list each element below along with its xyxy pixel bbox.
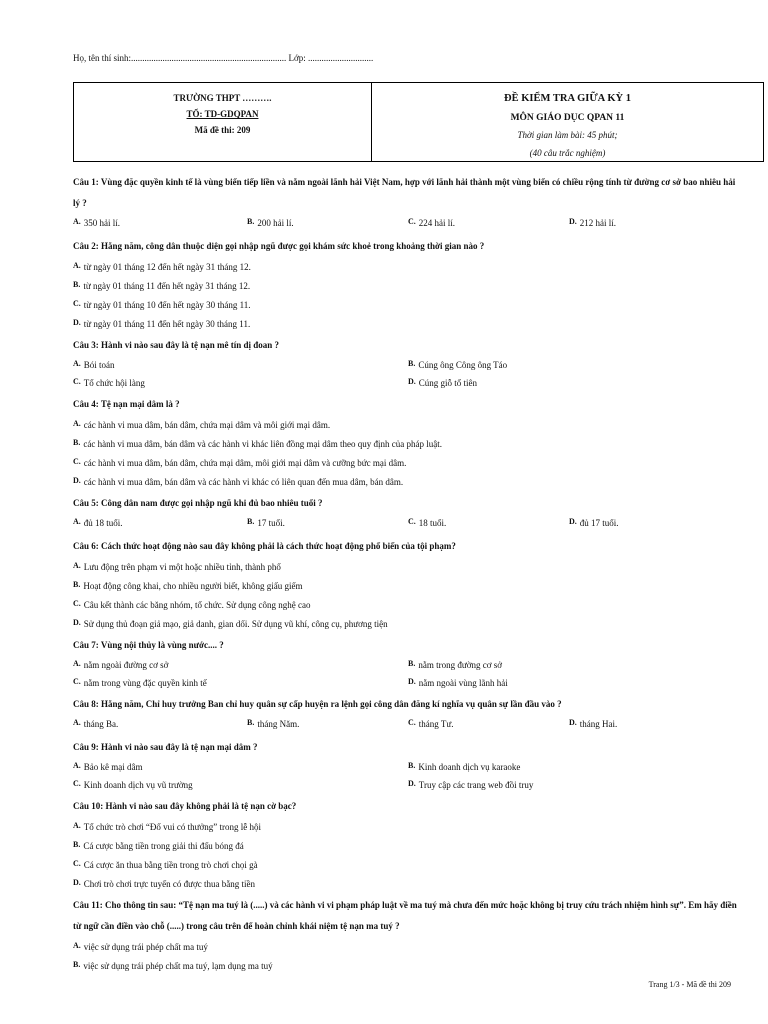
option-letter: C. <box>73 677 81 686</box>
answer-options <box>73 415 737 491</box>
answer-options <box>73 557 737 633</box>
option-letter: B. <box>247 217 255 226</box>
question-10 <box>73 796 737 893</box>
question-text <box>73 737 737 758</box>
option-letter: A. <box>73 261 81 270</box>
answer-option[interactable] <box>247 517 285 528</box>
answer-option[interactable] <box>73 614 737 633</box>
question-text <box>73 895 737 937</box>
answer-option[interactable] <box>408 217 455 228</box>
question-body: Cách thức hoạt động nào sau đây không phải là cách thức hoạt động phổ biến của tội phạm? <box>101 541 456 551</box>
answer-options <box>73 937 737 975</box>
department-name: TỔ: TD-GDQPAN <box>186 109 259 119</box>
option-letter: C. <box>73 457 81 466</box>
option-text: Truy cập các trang web đồi truy <box>418 780 534 790</box>
answer-option[interactable] <box>408 779 533 790</box>
option-letter: B. <box>408 359 416 368</box>
option-letter: C. <box>408 718 416 727</box>
exam-duration: Thời gian làm bài: 45 phút; <box>517 130 618 140</box>
answer-option[interactable] <box>73 937 737 956</box>
option-text: Bói toán <box>83 360 115 370</box>
option-letter: B. <box>73 960 81 969</box>
option-letter: B. <box>73 438 81 447</box>
question-text <box>73 796 737 817</box>
option-text: 17 tuổi. <box>257 518 285 528</box>
question-text <box>73 394 737 415</box>
question-list <box>73 170 737 975</box>
question-5 <box>73 493 737 534</box>
answer-option[interactable] <box>73 817 737 836</box>
question-8 <box>73 694 737 735</box>
option-text: Tổ chức trò chơi “Đố vui có thưởng” trong lễ hội <box>83 822 262 832</box>
option-text: nằm trong đường cơ sở <box>418 660 502 670</box>
question-label: Câu 8: <box>73 699 99 709</box>
option-letter: A. <box>73 941 81 950</box>
answer-option[interactable] <box>408 677 508 688</box>
answer-option[interactable] <box>73 761 143 772</box>
answer-option[interactable] <box>408 718 454 729</box>
answer-option[interactable] <box>73 779 193 790</box>
answer-options <box>73 214 737 234</box>
answer-option[interactable] <box>73 453 737 472</box>
option-letter: A. <box>73 761 81 770</box>
option-letter: B. <box>73 580 81 589</box>
option-text: 200 hải lí. <box>257 218 294 228</box>
page-footer: Trang 1/3 - Mã đề thi 209 <box>648 980 731 989</box>
option-text: Cá cược bằng tiền trong giải thi đấu bóng đá <box>83 841 244 851</box>
option-letter: C. <box>408 517 416 526</box>
answer-options <box>73 758 737 794</box>
option-letter: A. <box>73 517 81 526</box>
option-text: Hoạt động công khai, cho nhiều người biết, không giấu giếm <box>83 581 303 591</box>
question-text <box>73 694 737 715</box>
option-letter: A. <box>73 359 81 368</box>
answer-options <box>73 356 737 392</box>
question-body: Công dân nam được gọi nhập ngũ khi đủ bao nhiêu tuổi ? <box>101 498 323 508</box>
option-text: tháng Tư. <box>418 719 454 729</box>
option-letter: A. <box>73 718 81 727</box>
answer-option[interactable] <box>73 855 737 874</box>
question-label: Câu 6: <box>73 541 99 551</box>
exam-header-box <box>73 82 764 162</box>
option-text: tháng Năm. <box>257 719 300 729</box>
answer-option[interactable] <box>73 276 737 295</box>
option-text: tháng Hai. <box>579 719 618 729</box>
option-text: từ ngày 01 tháng 10 đến hết ngày 30 tháng 11. <box>83 300 251 310</box>
option-letter: D. <box>408 779 416 788</box>
answer-option[interactable] <box>569 718 617 729</box>
exam-title: ĐỀ KIỂM TRA GIỮA KỲ 1 <box>504 93 631 104</box>
question-4 <box>73 394 737 491</box>
option-text: từ ngày 01 tháng 11 đến hết ngày 30 tháng 11. <box>83 319 251 329</box>
option-text: các hành vi mua dâm, bán dâm, chứa mại dâm, môi giới mại dâm và cưỡng bức mại dâm. <box>83 458 407 468</box>
answer-options <box>73 715 737 735</box>
option-text: 224 hải lí. <box>418 218 456 228</box>
option-text: tháng Ba. <box>83 719 119 729</box>
answer-options <box>73 514 737 534</box>
exam-info <box>372 83 763 161</box>
question-text <box>73 172 737 214</box>
question-7 <box>73 635 737 692</box>
option-text: từ ngày 01 tháng 12 đến hết ngày 31 tháng 12. <box>83 262 251 272</box>
question-count: (40 câu trắc nghiệm) <box>529 148 606 158</box>
option-text: đủ 18 tuổi. <box>83 518 123 528</box>
answer-option[interactable] <box>73 595 737 614</box>
answer-options <box>73 257 737 333</box>
option-text: Kinh doanh dịch vụ karaoke <box>418 762 521 772</box>
option-letter: B. <box>408 659 416 668</box>
question-3 <box>73 335 737 392</box>
subject-name: MÔN GIÁO DỤC QPAN 11 <box>510 113 625 123</box>
answer-option[interactable] <box>73 359 115 370</box>
question-body: Hành vi nào sau đây là tệ nạn mê tín dị đoan ? <box>101 340 280 350</box>
option-letter: B. <box>73 840 81 849</box>
question-label: Câu 5: <box>73 498 99 508</box>
option-text: các hành vi mua dâm, bán dâm và các hành vi khác liên đồng mại dâm theo quy định của pháp luật. <box>83 439 442 449</box>
question-body: Hằng năm, công dân thuộc diện gọi nhập ngũ được gọi khám sức khoẻ trong khoảng thời gian nào ? <box>101 241 485 251</box>
option-text: 212 hải lí. <box>579 218 617 228</box>
option-text: Sử dụng thủ đoạn giả mạo, giả danh, gian dối. Sử dụng vũ khí, công cụ, phương tiện <box>83 619 388 629</box>
option-text: Câu kết thành các băng nhóm, tổ chức. Sử dụng công nghệ cao <box>83 600 311 610</box>
answer-option[interactable] <box>73 956 737 975</box>
option-letter: C. <box>73 779 81 788</box>
option-text: nằm ngoài đường cơ sở <box>83 660 169 670</box>
option-text: 18 tuổi. <box>418 518 447 528</box>
option-text: việc sử dụng trái phép chất ma tuý <box>83 942 208 952</box>
option-letter: D. <box>569 217 577 226</box>
question-body: Vùng nội thủy là vùng nước.... ? <box>100 640 224 650</box>
answer-option[interactable] <box>73 677 207 688</box>
question-body: Tệ nạn mại dâm là ? <box>100 399 180 409</box>
question-label: Câu 7: <box>73 640 99 650</box>
question-body: Hành vi nào sau đây không phải là tệ nạn cờ bạc? <box>105 801 297 811</box>
option-text: các hành vi mua dâm, bán dâm và các hành vi khác có liên quan đến mua dâm, bán dâm. <box>83 477 404 487</box>
answer-option[interactable] <box>73 659 168 670</box>
option-text: 350 hải lí. <box>83 218 121 228</box>
option-letter: D. <box>73 476 81 485</box>
answer-option[interactable] <box>73 434 737 453</box>
option-letter: D. <box>408 677 416 686</box>
question-1 <box>73 172 737 234</box>
question-body: Vùng đặc quyền kinh tế là vùng biển tiếp liền và nằm ngoài lãnh hải Việt Nam, hợp với lãnh hải thành một vùng biển có chiều rộng tính từ đường cơ sở bao nhiêu hải lý ? <box>73 177 736 208</box>
option-text: việc sử dụng trái phép chất ma tuý, lạm dụng ma tuý <box>83 961 273 971</box>
option-letter: C. <box>73 299 81 308</box>
option-letter: B. <box>247 718 255 727</box>
question-6 <box>73 536 737 633</box>
option-letter: D. <box>73 318 81 327</box>
question-body: Hằng năm, Chỉ huy trưởng Ban chỉ huy quân sự cấp huyện ra lệnh gọi công dân đăng kí nghĩa vụ quân sự lần đầu vào ? <box>101 699 562 709</box>
exam-code: Mã đề thi: 209 <box>194 125 251 135</box>
answer-option[interactable] <box>73 836 737 855</box>
answer-option[interactable] <box>408 377 477 388</box>
answer-option[interactable] <box>73 314 737 333</box>
school-info <box>74 83 372 161</box>
question-text <box>73 635 737 656</box>
answer-option[interactable] <box>73 874 737 893</box>
answer-option[interactable] <box>408 659 502 670</box>
option-letter: D. <box>569 517 577 526</box>
option-text: Cúng giỗ tổ tiên <box>418 378 478 388</box>
option-text: nằm ngoài vùng lãnh hải <box>418 678 508 688</box>
option-text: các hành vi mua dâm, bán dâm, chứa mại dâm và môi giới mại dâm. <box>83 420 331 430</box>
question-label: Câu 4: <box>73 399 99 409</box>
question-label: Câu 9: <box>73 742 99 752</box>
answer-option[interactable] <box>247 217 294 228</box>
answer-option[interactable] <box>408 359 507 370</box>
option-letter: C. <box>408 217 416 226</box>
option-letter: D. <box>408 377 416 386</box>
option-letter: D. <box>73 878 81 887</box>
question-label: Câu 11: <box>73 900 103 910</box>
answer-option[interactable] <box>73 517 123 528</box>
student-info-line: Họ, tên thí sinh:..................................................................... Lớp: ............................. <box>73 53 374 63</box>
option-letter: A. <box>73 659 81 668</box>
option-text: nằm trong vùng đặc quyền kinh tế <box>83 678 207 688</box>
question-label: Câu 3: <box>73 340 99 350</box>
option-letter: C. <box>73 599 81 608</box>
option-text: Cúng ông Công ông Táo <box>418 360 508 370</box>
question-body: Hành vi nào sau đây là tệ nạn mại dâm ? <box>101 742 258 752</box>
option-text: đủ 17 tuổi. <box>579 518 619 528</box>
question-body: Cho thông tin sau: “Tệ nạn ma tuý là (.....) và các hành vi vi phạm pháp luật về ma tuý mà chưa đến mức hoặc không bị truy cứu trách nhiệm hình sự”. Em hãy điền từ ngữ cần điền vào chỗ (.....) trong câu trên để hoàn chỉnh khái niệm tệ nạn ma tuý ? <box>73 900 737 931</box>
option-letter: A. <box>73 561 81 570</box>
answer-option[interactable] <box>73 472 737 491</box>
answer-option[interactable] <box>73 576 737 595</box>
question-text <box>73 236 737 257</box>
question-label: Câu 1: <box>73 177 99 187</box>
question-label: Câu 10: <box>73 801 104 811</box>
option-text: Lưu động trên phạm vi một hoặc nhiều tỉnh, thành phố <box>83 562 281 572</box>
answer-options <box>73 656 737 692</box>
answer-option[interactable] <box>73 415 737 434</box>
option-text: từ ngày 01 tháng 11 đến hết ngày 31 tháng 12. <box>83 281 251 291</box>
answer-option[interactable] <box>569 217 616 228</box>
option-letter: B. <box>408 761 416 770</box>
question-9 <box>73 737 737 794</box>
answer-option[interactable] <box>73 377 145 388</box>
answer-option[interactable] <box>73 217 120 228</box>
option-text: Kinh doanh dịch vụ vũ trường <box>83 780 193 790</box>
option-letter: D. <box>73 618 81 627</box>
question-text <box>73 493 737 514</box>
option-text: Chơi trò chơi trực tuyến có được thua bằng tiền <box>83 879 256 889</box>
option-letter: B. <box>247 517 255 526</box>
answer-option[interactable] <box>569 517 619 528</box>
question-text <box>73 536 737 557</box>
answer-option[interactable] <box>247 718 299 729</box>
question-2 <box>73 236 737 333</box>
option-text: Tổ chức hội làng <box>83 378 145 388</box>
option-letter: D. <box>569 718 577 727</box>
question-text <box>73 335 737 356</box>
question-11 <box>73 895 737 975</box>
answer-option[interactable] <box>408 517 446 528</box>
answer-option[interactable] <box>73 257 737 276</box>
question-label: Câu 2: <box>73 241 99 251</box>
option-letter: B. <box>73 280 81 289</box>
school-name: TRƯỜNG THPT ………. <box>173 93 272 103</box>
option-letter: A. <box>73 217 81 226</box>
option-letter: A. <box>73 419 81 428</box>
option-text: Cá cược ăn thua bằng tiền trong trò chơi chọi gà <box>83 860 258 870</box>
option-letter: C. <box>73 859 81 868</box>
option-text: Bảo kê mại dâm <box>83 762 143 772</box>
answer-option[interactable] <box>73 557 737 576</box>
option-letter: A. <box>73 821 81 830</box>
answer-option[interactable] <box>73 295 737 314</box>
answer-option[interactable] <box>408 761 520 772</box>
answer-options <box>73 817 737 893</box>
answer-option[interactable] <box>73 718 118 729</box>
option-letter: C. <box>73 377 81 386</box>
